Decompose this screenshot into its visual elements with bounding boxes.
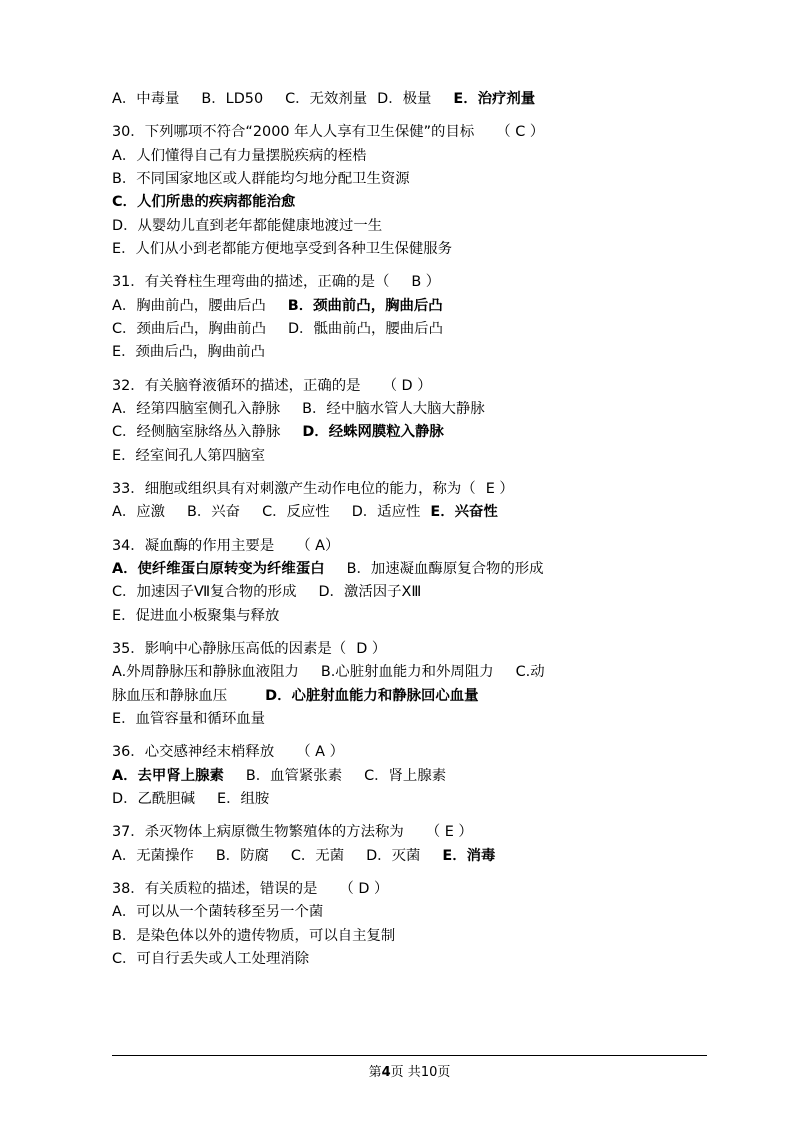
answer-text: E．兴奋性 [430,504,498,521]
option-text: D．灭菌 [366,847,421,864]
option-text: 38．有关质粒的描述，错误的是 [112,880,318,897]
option-text: D．从婴幼儿直到老年都能健康地渡过一生 [112,217,383,234]
question-line [112,445,707,468]
question-block [112,741,707,811]
question-line [112,238,707,261]
question-block [112,478,707,525]
question-line [112,341,707,364]
answer-text: E．治疗剂量 [453,91,536,107]
question-block [112,88,707,111]
option-text: B．不同国家地区或人群能均匀地分配卫生资源 [112,170,410,187]
option-text: （ A） [296,537,340,554]
option-text: B．是染色体以外的遗传物质，可以自主复制 [112,927,396,944]
question-line [112,88,707,111]
option-text: C．经侧脑室脉络丛入静脉 [112,424,281,441]
option-text: 31．有关脊柱生理弯曲的描述，正确的是（ [112,274,390,291]
option-text: 脉血压和静脉血压 [112,687,228,704]
footer-middle: 页 共 [390,1065,421,1080]
option-text: （ A ） [296,744,344,761]
question-line [112,501,707,524]
option-text: C．肾上腺素 [364,767,447,784]
document-body [112,88,707,971]
answer-text: B．颈曲前凸，胸曲后凸 [287,297,443,314]
question-line [112,121,707,144]
question-line [112,558,707,581]
option-text: C．加速因子Ⅶ复合物的形成 [112,584,297,601]
option-text: 35．影响中心静脉压高低的因素是（ [112,640,347,657]
option-text: E．组胺 [217,790,270,807]
option-text: B ） [411,274,441,291]
question-line [112,661,707,684]
question-block [112,535,707,628]
option-text: E．经室间孔人第四脑室 [112,447,265,464]
option-text: B．LD50 [201,91,264,107]
option-text: C．无菌 [290,847,345,864]
option-text: A．无菌操作 [112,847,194,864]
question-line [112,271,707,294]
option-text: 34．凝血酶的作用主要是 [112,537,275,554]
question-line [112,925,707,948]
question-line [112,191,707,214]
option-text: B．加速凝血酶原复合物的形成 [346,560,544,577]
option-text: A．中毒量 [112,91,180,107]
question-line [112,375,707,398]
option-text: A．人们懂得自己有力量摆脱疾病的桎梏 [112,147,367,164]
option-text: 33．细胞或组织具有对刺激产生动作电位的能力，称为（ [112,480,476,497]
question-line [112,421,707,444]
option-text: 30．下列哪项不符合“2000 年人人享有卫生保健”的目标 [112,124,475,141]
option-text: E．颈曲后凸，胸曲前凸 [112,344,265,361]
question-line [112,478,707,501]
footer-suffix: 页 [437,1065,451,1080]
question-block [112,821,707,868]
question-block [112,271,707,364]
option-text: A．胸曲前凸，腰曲后凸 [112,297,266,314]
question-block [112,121,707,261]
option-text: E．血管容量和循环血量 [112,710,265,727]
option-text: B．兴奋 [187,504,241,521]
question-block [112,375,707,468]
option-text: A．经第四脑室侧孔入静脉 [112,400,281,417]
question-line [112,901,707,924]
option-text: B．血管紧张素 [245,767,343,784]
option-text: E．促进血小板聚集与释放 [112,607,280,624]
option-text: （ C ） [496,124,545,141]
option-text: E．人们从小到老都能方便地享受到各种卫生保健服务 [112,240,453,257]
option-text: E ） [485,480,514,497]
question-line [112,535,707,558]
question-block [112,638,707,731]
question-line [112,765,707,788]
question-line [112,708,707,731]
option-text: D．激活因子ⅩⅢ [318,584,422,601]
answer-text: E．消毒 [442,847,496,864]
option-text: C.动 [515,664,545,681]
option-text: B.心脏射血能力和外周阻力 [320,664,494,681]
answer-text: A．去甲肾上腺素 [112,767,224,784]
answer-text: A．使纤维蛋白原转变为纤维蛋白 [112,560,325,577]
option-text: （ D ） [382,377,432,394]
page-footer [112,1055,707,1080]
question-line [112,878,707,901]
option-text: D．极量 [377,91,432,107]
option-text: （ E ） [425,824,473,841]
question-line [112,581,707,604]
question-line [112,145,707,168]
answer-text: C．人们所患的疾病都能治愈 [112,194,296,211]
question-line [112,295,707,318]
option-text: C．无效剂量 [285,91,368,107]
question-line [112,685,707,708]
option-text: B．经中脑水管人大脑大静脉 [302,400,485,417]
question-line [112,948,707,971]
footer-total-pages: 10 [420,1065,438,1080]
option-text: 36．心交感神经末梢释放 [112,744,275,761]
question-line [112,845,707,868]
option-text: D．骶曲前凸，腰曲后凸 [287,320,443,337]
option-text: C．可自行丢失或人工处理消除 [112,950,310,967]
question-line [112,638,707,661]
question-line [112,318,707,341]
option-text: A.外周静脉压和静脉血液阻力 [112,664,299,681]
question-line [112,215,707,238]
question-line [112,788,707,811]
option-text: A．可以从一个菌转移至另一个菌 [112,904,324,921]
option-text: A．应激 [112,504,166,521]
option-text: D ） [356,640,387,657]
option-text: （ D ） [339,880,389,897]
option-text: D．适应性 [351,504,421,521]
question-line [112,398,707,421]
option-text: B．防腐 [215,847,269,864]
question-block [112,878,707,971]
option-text: 32．有关脑脊液循环的描述，正确的是 [112,377,361,394]
option-text: 37．杀灭物体上病原微生物繁殖体的方法称为 [112,824,404,841]
footer-prefix: 第 [368,1065,382,1080]
answer-text: D．心脏射血能力和静脉回心血量 [265,687,479,704]
question-line [112,741,707,764]
option-text: C．颈曲后凸，胸曲前凸 [112,320,266,337]
question-line [112,821,707,844]
footer-page-number: 4 [381,1065,391,1080]
question-line [112,168,707,191]
option-text: C．反应性 [262,504,330,521]
answer-text: D．经蛛网膜粒入静脉 [302,424,444,441]
question-line [112,605,707,628]
option-text: D．乙酰胆碱 [112,790,196,807]
